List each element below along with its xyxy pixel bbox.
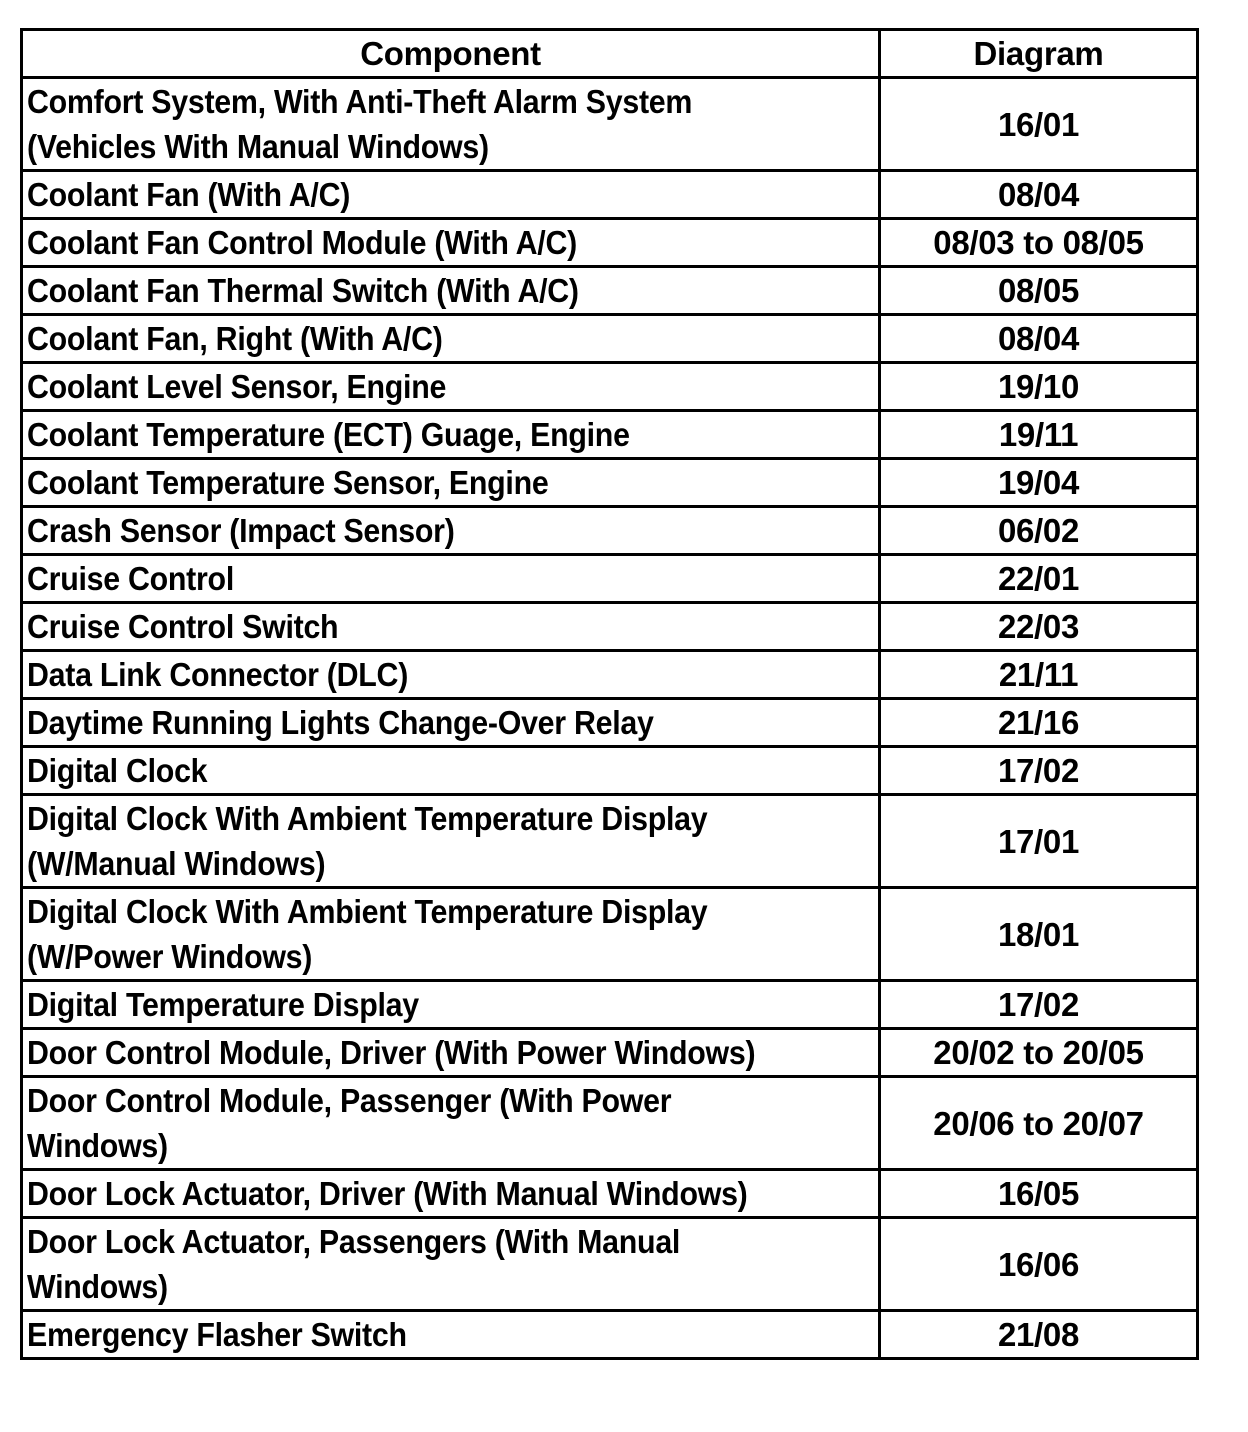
table-row	[22, 1077, 1198, 1170]
table-row	[22, 888, 1198, 981]
table-header-row	[22, 30, 1198, 78]
component-name-line: Door Control Module, Driver (With Power Windows)	[27, 1034, 756, 1071]
component-cell	[22, 747, 880, 795]
component-name-line: Digital Clock	[27, 752, 208, 789]
table-row	[22, 507, 1198, 555]
diagram-cell: 17/01	[880, 795, 1198, 888]
table-row	[22, 171, 1198, 219]
component-name-line: Digital Temperature Display	[27, 986, 419, 1023]
component-cell	[22, 459, 880, 507]
component-cell	[22, 507, 880, 555]
table-row	[22, 459, 1198, 507]
component-cell	[22, 171, 880, 219]
component-name-line: Daytime Running Lights Change-Over Relay	[27, 704, 654, 741]
diagram-cell: 19/04	[880, 459, 1198, 507]
component-name-line: Data Link Connector (DLC)	[27, 656, 409, 693]
diagram-column-header: Diagram	[880, 30, 1198, 78]
component-name-line: (W/Power Windows)	[27, 938, 313, 975]
diagram-cell: 18/01	[880, 888, 1198, 981]
table-row	[22, 795, 1198, 888]
table-row	[22, 267, 1198, 315]
component-name-line: Coolant Fan, Right (With A/C)	[27, 320, 443, 357]
diagram-cell: 16/06	[880, 1218, 1198, 1311]
component-cell	[22, 267, 880, 315]
diagram-cell: 21/08	[880, 1311, 1198, 1359]
table-row	[22, 411, 1198, 459]
component-cell	[22, 699, 880, 747]
diagram-cell: 16/01	[880, 78, 1198, 171]
table-row	[22, 699, 1198, 747]
component-name-line: Door Lock Actuator, Passengers (With Manual	[27, 1223, 681, 1260]
component-cell	[22, 1077, 880, 1170]
table-row	[22, 1218, 1198, 1311]
diagram-cell: 19/10	[880, 363, 1198, 411]
component-name-line: Cruise Control Switch	[27, 608, 339, 645]
diagram-cell: 21/16	[880, 699, 1198, 747]
component-cell	[22, 651, 880, 699]
diagram-cell: 08/03 to 08/05	[880, 219, 1198, 267]
table-row	[22, 603, 1198, 651]
component-cell	[22, 1218, 880, 1311]
component-cell	[22, 78, 880, 171]
component-column-header: Component	[22, 30, 880, 78]
component-cell	[22, 555, 880, 603]
component-name-line: Coolant Temperature Sensor, Engine	[27, 464, 549, 501]
table-row	[22, 78, 1198, 171]
component-name-line: Door Lock Actuator, Driver (With Manual Windows)	[27, 1175, 748, 1212]
component-name-line: (W/Manual Windows)	[27, 845, 326, 882]
diagram-cell: 08/04	[880, 171, 1198, 219]
component-cell	[22, 315, 880, 363]
component-cell	[22, 1170, 880, 1218]
component-name-line: Door Control Module, Passenger (With Power	[27, 1082, 672, 1119]
component-name-line: Emergency Flasher Switch	[27, 1316, 407, 1353]
table-row	[22, 1311, 1198, 1359]
table-row	[22, 747, 1198, 795]
component-name-line: Coolant Level Sensor, Engine	[27, 368, 447, 405]
component-name-line: Windows)	[27, 1127, 168, 1164]
diagram-cell: 06/02	[880, 507, 1198, 555]
component-name-line: Coolant Fan Control Module (With A/C)	[27, 224, 577, 261]
component-name-line: Coolant Fan (With A/C)	[27, 176, 351, 213]
component-cell	[22, 795, 880, 888]
component-cell	[22, 603, 880, 651]
component-cell	[22, 219, 880, 267]
component-name-line: Coolant Temperature (ECT) Guage, Engine	[27, 416, 630, 453]
component-cell	[22, 1029, 880, 1077]
diagram-cell: 16/05	[880, 1170, 1198, 1218]
diagram-cell: 19/11	[880, 411, 1198, 459]
diagram-cell: 17/02	[880, 747, 1198, 795]
diagram-cell: 21/11	[880, 651, 1198, 699]
table-row	[22, 981, 1198, 1029]
component-name-line: Digital Clock With Ambient Temperature Display	[27, 893, 708, 930]
component-name-line: Windows)	[27, 1268, 168, 1305]
table-row	[22, 651, 1198, 699]
table-row	[22, 219, 1198, 267]
component-name-line: Crash Sensor (Impact Sensor)	[27, 512, 455, 549]
component-name-line: Digital Clock With Ambient Temperature Display	[27, 800, 708, 837]
component-cell	[22, 411, 880, 459]
diagram-cell: 08/05	[880, 267, 1198, 315]
component-cell	[22, 363, 880, 411]
component-name-line: Comfort System, With Anti-Theft Alarm System	[27, 83, 693, 120]
table-row	[22, 1170, 1198, 1218]
component-name-line: Coolant Fan Thermal Switch (With A/C)	[27, 272, 579, 309]
table-body	[22, 78, 1198, 1359]
table-row	[22, 555, 1198, 603]
component-cell	[22, 1311, 880, 1359]
component-cell	[22, 888, 880, 981]
component-name-line: Cruise Control	[27, 560, 234, 597]
table-row	[22, 363, 1198, 411]
diagram-cell: 08/04	[880, 315, 1198, 363]
component-cell	[22, 981, 880, 1029]
diagram-cell: 17/02	[880, 981, 1198, 1029]
diagram-cell: 20/06 to 20/07	[880, 1077, 1198, 1170]
diagram-cell: 20/02 to 20/05	[880, 1029, 1198, 1077]
table-row	[22, 315, 1198, 363]
component-name-line: (Vehicles With Manual Windows)	[27, 128, 489, 165]
component-diagram-table	[20, 28, 1199, 1360]
diagram-cell: 22/03	[880, 603, 1198, 651]
diagram-cell: 22/01	[880, 555, 1198, 603]
table-row	[22, 1029, 1198, 1077]
